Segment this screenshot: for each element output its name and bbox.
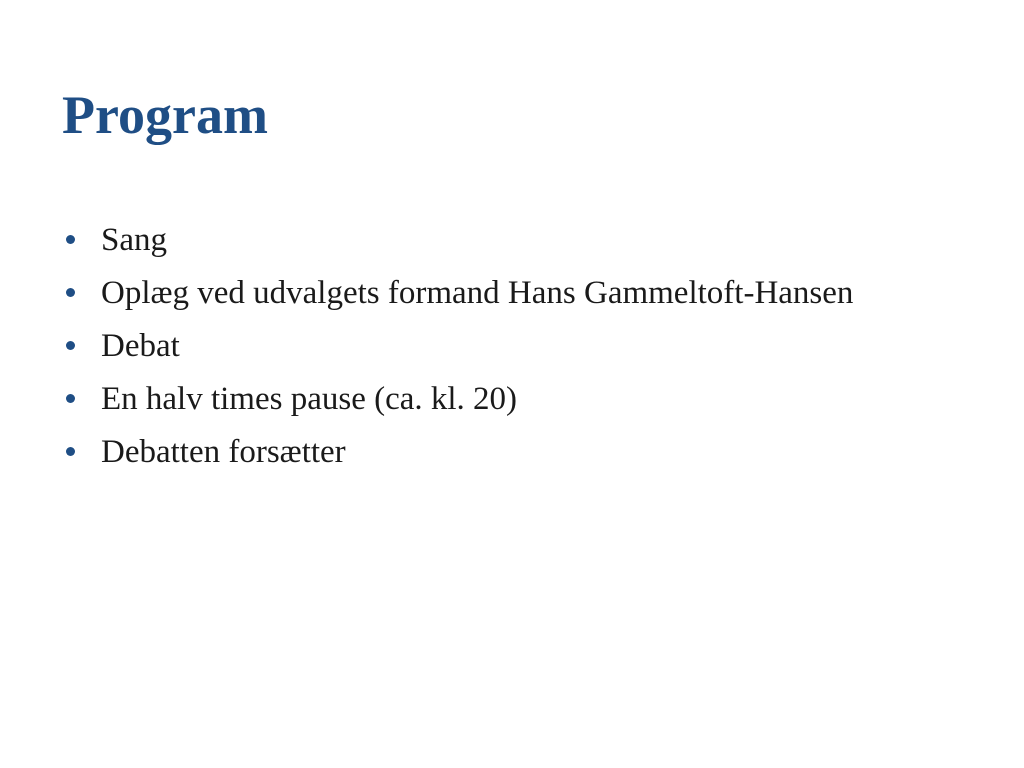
bullet-dot-icon [66, 447, 75, 456]
bullet-dot-icon [66, 288, 75, 297]
slide-title: Program [62, 85, 268, 145]
bullet-item-debat [64, 324, 904, 368]
bullet-dot-icon [66, 394, 75, 403]
bullet-item-debatten [64, 430, 904, 474]
bullet-text: Debatten forsætter [101, 434, 346, 470]
bullet-text: En halv times pause (ca. kl. 20) [101, 381, 518, 417]
bullet-item-sang [64, 218, 904, 262]
bullet-list [64, 218, 904, 483]
bullet-text: Oplæg ved udvalgets formand Hans Gammeltoft-Hansen [101, 275, 854, 311]
bullet-item-oplaeg [64, 271, 904, 315]
bullet-item-pause [64, 377, 904, 421]
bullet-text: Sang [101, 222, 167, 258]
bullet-dot-icon [66, 341, 75, 350]
bullet-dot-icon [66, 235, 75, 244]
bullet-text: Debat [101, 328, 180, 364]
